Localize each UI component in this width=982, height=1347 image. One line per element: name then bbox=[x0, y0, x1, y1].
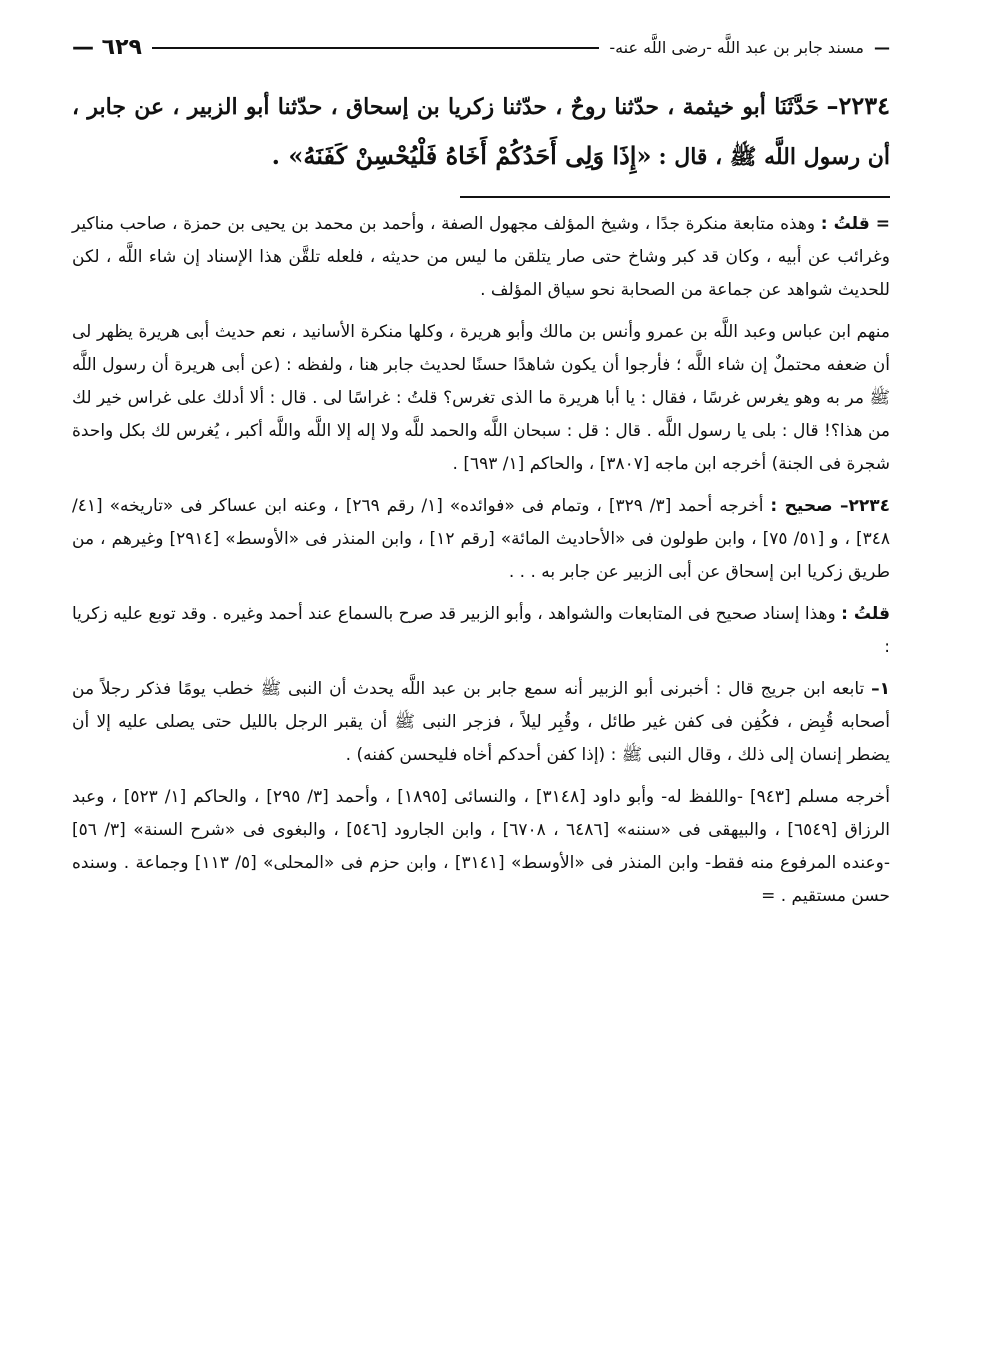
paragraph-lead: قلتُ : bbox=[841, 604, 890, 624]
commentary-paragraph bbox=[72, 490, 890, 589]
paragraph-text: وهذه متابعة منكرة جدًا ، وشيخ المؤلف مجهول الصفة ، وأحمد بن محمد بن يحيى بن حمزة ، صاحب مناكير وغرائب عن أبيه ، وكان قد كبر وشاخ حتى صار يتلقن ما ليس من حديثه ، فلعله تلقَّن هذا الإسناد إن شاء اللَّه ، لكن للحديث شواهد عن جماعة من الصحابة نحو سياق المؤلف . bbox=[72, 214, 890, 300]
paragraph-lead: قلتُ : bbox=[820, 214, 870, 234]
paragraph-text: تابعه ابن جريج قال : أخبرنى أبو الزبير أنه سمع جابر بن عبد اللَّه يحدث أن النبى ﷺ خطب يومًا فذكر رجلاً من أصحابه قُبِض ، فكُفِن فى كفن غير طائل ، وقُبِر ليلاً ، فزجر النبى ﷺ أن يقبر الرجل بالليل حتى يصلى عليه إلا أن يضطر إنسان إلى ذلك ، وقال النبى ﷺ : (إذا كفن أحدكم أخاه فليحسن كفنه) . bbox=[72, 679, 890, 765]
commentary-paragraph bbox=[72, 781, 890, 913]
hadith-matn: «إِذَا وَلِى أَحَدُكُمْ أَخَاهُ فَلْيُحْسِنْ كَفَنَهُ» . bbox=[271, 141, 652, 170]
paragraph-text: أخرجه مسلم [٩٤٣] -واللفظ له- وأبو داود [٣١٤٨] ، والنسائى [١٨٩٥] ، وأحمد [٣/ ٢٩٥] ، والحاكم [١/ ٥٢٣] ، وعبد الرزاق [٦٥٤٩] ، والبيهقى فى «سننه» [٦٤٨٦ ، ٦٧٠٨] ، وابن الجارود [٥٤٦] ، والبغوى فى «شرح السنة» [٣/ ٥٦] -وعنده المرفوع منه فقط- وابن المنذر فى «الأوسط» [٣١٤١] ، وابن حزم فى «المحلى» [٥/ ١١٣] وجماعة . وسنده حسن مستقيم . = bbox=[72, 787, 891, 906]
hadith-text bbox=[72, 82, 890, 182]
footnote-divider bbox=[460, 196, 890, 198]
hadith-chain: حَدَّثَنَا أبو خيثمة ، حدّثنا روحٌ ، حدّثنا زكريا بن إسحاق ، حدّثنا أبو الزبير ، عن جابر ، أن رسول اللَّه ﷺ ، قال : bbox=[72, 94, 890, 170]
paragraph-text: أخرجه أحمد [٣/ ٣٢٩] ، وتمام فى «فوائده» [١/ رقم ٢٦٩] ، وعنه ابن عساكر فى «تاريخه» [٤١/ ٣٤٨] ، و [٥١/ ٧٥] ، وابن طولون فى «الأحاديث المائة» [رقم ١٢] ، وابن المنذر فى «الأوسط» [٢٩١٤] وغيرهم ، من طريق زكريا ابن إسحاق عن أبى الزبير عن جابر به . . . bbox=[72, 496, 890, 582]
header-dash: — bbox=[874, 37, 890, 57]
commentary-paragraph bbox=[72, 673, 890, 772]
running-title: مسند جابر بن عبد اللَّه -رضى اللَّه عنه- bbox=[609, 37, 864, 57]
paragraph-lead: ٢٢٣٤– صحيح : bbox=[770, 496, 890, 516]
commentary-paragraph bbox=[72, 598, 890, 664]
paragraph-text: وهذا إسناد صحيح فى المتابعات والشواهد ، وأبو الزبير قد صرح بالسماع عند أحمد وغيره . وقد توبع عليه زكريا : bbox=[72, 604, 890, 657]
commentary bbox=[72, 208, 890, 913]
paragraph-lead: ١– bbox=[871, 679, 890, 699]
paragraph-text: منهم ابن عباس وعبد اللَّه بن عمرو وأنس بن مالك وأبو هريرة ، وكلها منكرة الأسانيد ، نعم حديث أبى هريرة يظهر لى أن ضعفه محتملٌ إن شاء اللَّه ؛ فأرجوا أن يكون شاهدًا حسنًا لحديث جابر هنا ، ولفظه : (عن أبى هريرة أن رسول اللَّه ﷺ مر به وهو يغرس غرسًا ، فقال : يا أبا هريرة ما الذى تغرس؟ قلتُ : غراسًا لى . قال : ألا أدلك على غراس خير لك من هذا؟! قال : بلى يا رسول اللَّه . قال : قل : سبحان اللَّه والحمد للَّه ولا إله إلا اللَّه واللَّه أكبر ، يُغرس لك بكل واحدة شجرة فى الجنة) أخرجه ابن ماجه [٣٨٠٧] ، والحاكم [١/ ٦٩٣] . bbox=[72, 322, 890, 474]
header-rule bbox=[152, 47, 599, 49]
hadith-number: ٢٢٣٤– bbox=[826, 91, 890, 120]
running-header bbox=[72, 30, 890, 64]
commentary-paragraph bbox=[72, 208, 890, 307]
continuation-marker: = bbox=[875, 214, 890, 234]
page-number: ٦٢٩ — bbox=[72, 34, 142, 60]
commentary-paragraph bbox=[72, 316, 890, 481]
